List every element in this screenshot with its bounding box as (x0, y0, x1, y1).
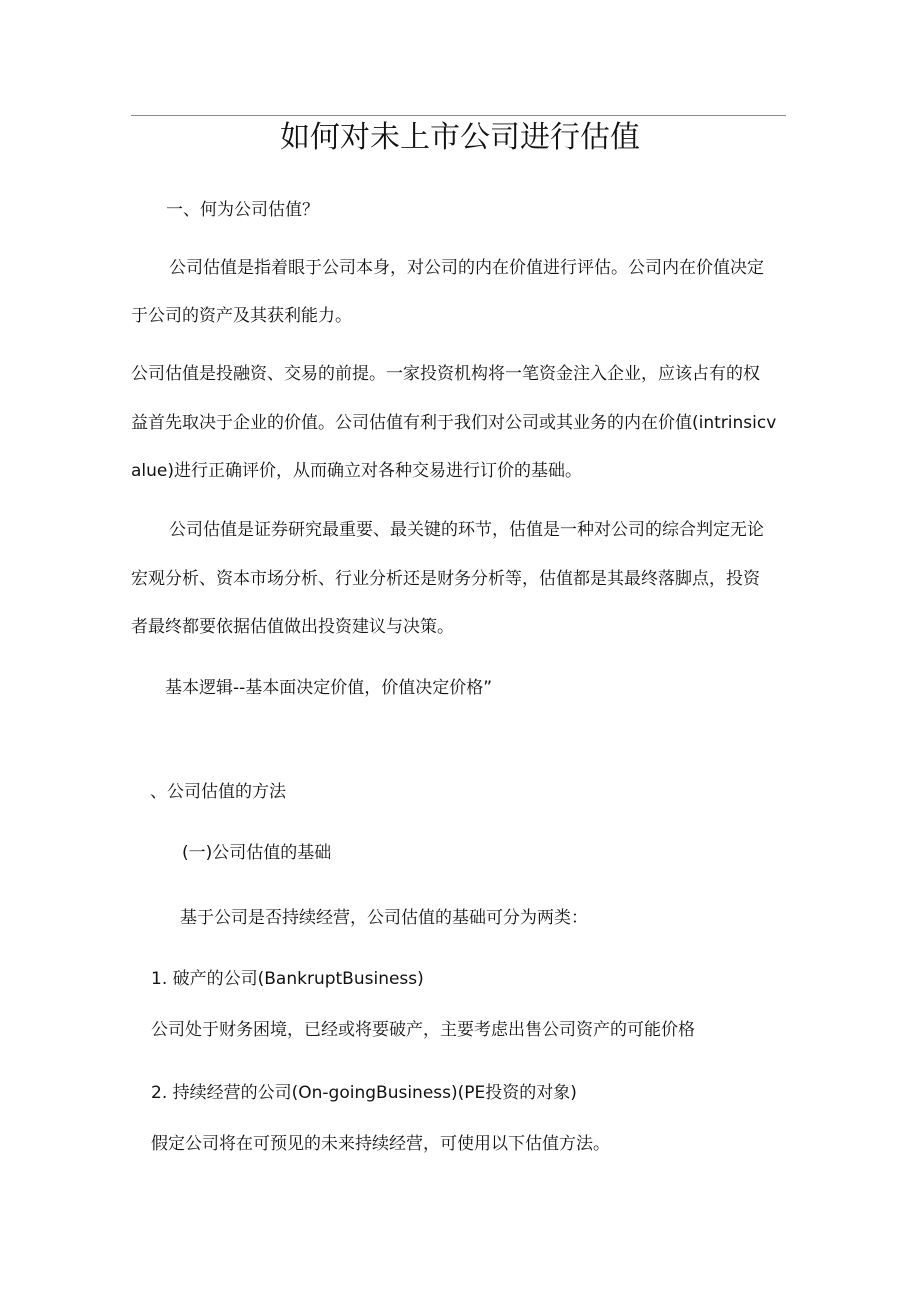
para3-line1: 公司估值是证券研究最重要、最关键的环节，估值是一种对公司的综合判定无论 (169, 520, 764, 540)
section1-heading: 一、何为公司估值？ (166, 200, 319, 220)
basis-intro: 基于公司是否持续经营，公司估值的基础可分为两类： (180, 908, 588, 928)
item2-heading: 2. 持续经营的公司(On-goingBusiness)(PE投资的对象) (151, 1083, 577, 1103)
item2-text: 假定公司将在可预见的未来持续经营，可使用以下估值方法。 (151, 1134, 610, 1154)
document-title: 如何对未上市公司进行估值 (280, 120, 640, 155)
logic-line: 基本逻辑--基本面决定价值，价值决定价格” (165, 678, 493, 698)
para3-line2: 宏观分析、资本市场分析、行业分析还是财务分析等，估值都是其最终落脚点，投资 (131, 569, 760, 589)
para2-line3: alue)进行正确评价，从而确立对各种交易进行订价的基础。 (131, 461, 583, 481)
para2-line2: 益首先取决于企业的价值。公司估值有利于我们对公司或其业务的内在价值(intrinsicv (131, 413, 777, 433)
subsection1-heading: (一)公司估值的基础 (182, 843, 332, 863)
para3-line3: 者最终都要依据估值做出投资建议与决策。 (131, 617, 454, 637)
item1-heading: 1. 破产的公司(BankruptBusiness) (151, 969, 424, 989)
para2-line1: 公司估值是投融资、交易的前提。一家投资机构将一笔资金注入企业，应该占有的权 (131, 364, 760, 384)
para1-line2: 于公司的资产及其获利能力。 (131, 306, 352, 326)
item1-text: 公司处于财务困境，已经或将要破产，主要考虑出售公司资产的可能价格 (151, 1020, 695, 1040)
para1-line1: 公司估值是指着眼于公司本身，对公司的内在价值进行评估。公司内在价值决定 (169, 258, 764, 278)
section2-heading: 、公司估值的方法 (150, 782, 286, 802)
